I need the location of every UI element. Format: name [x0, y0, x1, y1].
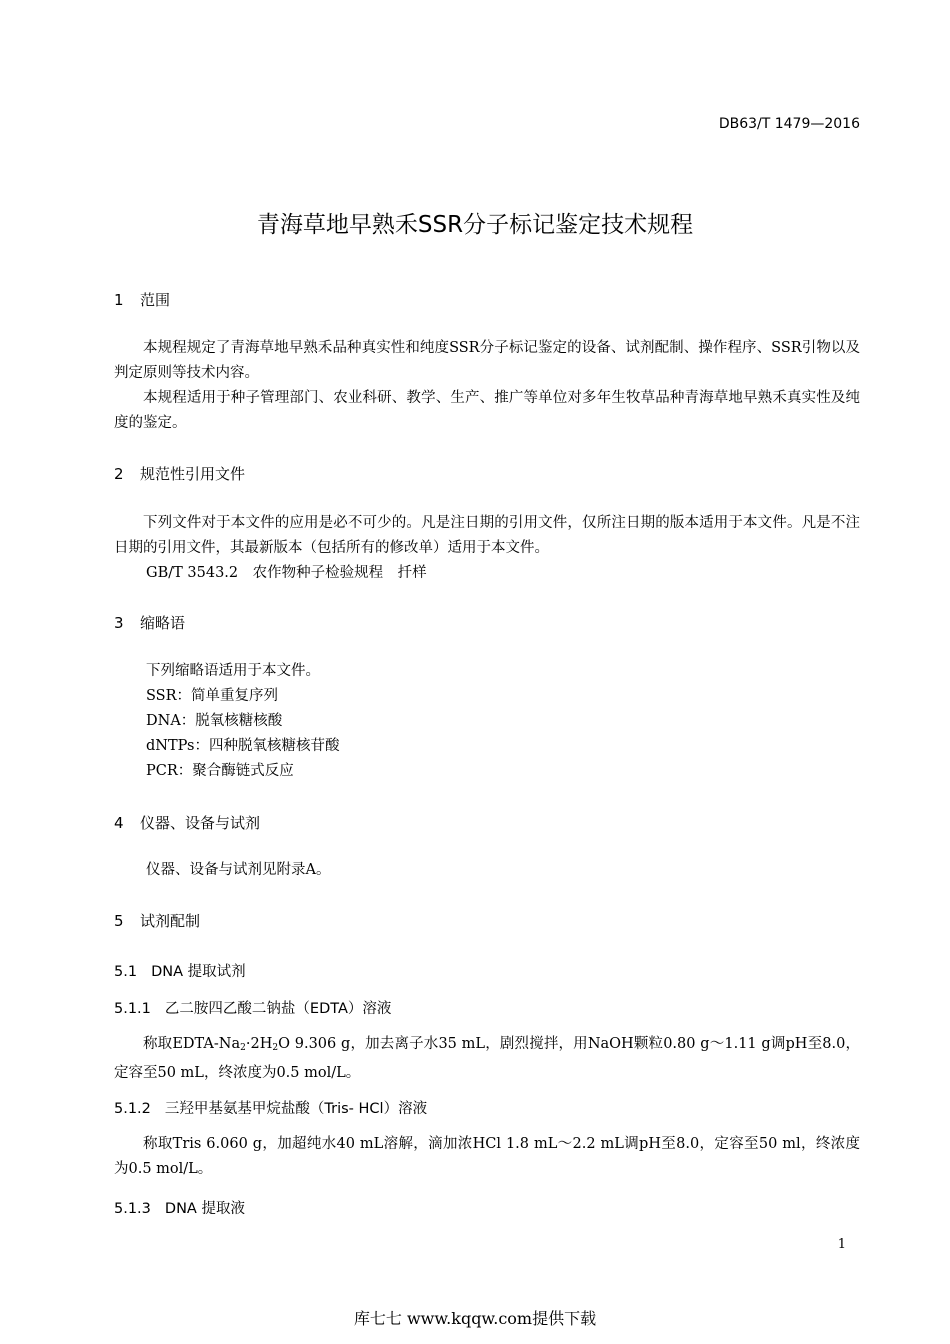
abbreviation-item: dNTPs：四种脱氧核糖核苷酸 [146, 738, 340, 754]
abbreviation-item: PCR：聚合酶链式反应 [146, 763, 294, 779]
section-title: DNA 提取液 [164, 1201, 245, 1217]
text-run: O 9.306 g，加去离子水35 mL，剧烈搅拌，用NaOH颗粒0.80 g～1.11 g调pH至8.0，定容至50 mL，终浓度为0.5 mol/L。 [114, 1036, 860, 1081]
section-number: 4 [114, 814, 124, 832]
section-number: 5.1.1 [114, 1001, 151, 1017]
text-run: 称取EDTA-Na [143, 1036, 241, 1052]
subscript: 2 [272, 1043, 279, 1053]
normative-reference: GB/T 3543.2 农作物种子检验规程 扦样 [146, 565, 427, 581]
download-footer: 库七七 www.kqqw.com提供下载 [353, 1309, 597, 1328]
section-number: 3 [114, 614, 124, 632]
section-4-paragraph: 仪器、设备与试剂见附录A。 [146, 862, 331, 878]
section-5-1-1-paragraph [114, 1032, 860, 1086]
section-title: 三羟甲基氨基甲烷盐酸（Tris- HCl）溶液 [164, 1101, 428, 1117]
abbreviation-item: DNA：脱氧核糖核酸 [146, 713, 283, 729]
section-5-heading [114, 910, 200, 931]
subscript: 2 [240, 1043, 246, 1053]
section-number: 5.1.3 [114, 1201, 151, 1217]
standard-code: DB63/T 1479—2016 [718, 116, 860, 132]
section-title: 试剂配制 [140, 912, 201, 930]
section-number: 5.1 [114, 964, 138, 980]
section-title: 规范性引用文件 [140, 465, 246, 483]
section-5-1-1-heading [114, 997, 391, 1018]
section-2-paragraph-1: 下列文件对于本文件的应用是必不可少的。凡是注日期的引用文件，仅所注日期的版本适用于本文件。凡是不注日期的引用文件，其最新版本（包括所有的修改单）适用于本文件。 [114, 515, 860, 556]
section-5-1-2-heading [114, 1097, 427, 1118]
section-3-heading [114, 612, 185, 633]
section-2-heading [114, 463, 245, 484]
section-number: 2 [114, 465, 124, 483]
text-run: ·2H [245, 1036, 273, 1052]
section-1-heading [114, 289, 170, 310]
section-5-1-2-paragraph: 称取Tris 6.060 g，加超纯水40 mL溶解，滴加浓HCl 1.8 mL～2.2 mL调pH至8.0，定容至50 ml，终浓度为0.5 mol/L。 [114, 1136, 860, 1177]
section-title: DNA 提取试剂 [151, 964, 246, 980]
abbreviation-item: SSR：简单重复序列 [146, 688, 279, 704]
section-5-1-3-heading [114, 1197, 245, 1218]
section-4-heading [114, 812, 260, 833]
section-title: 仪器、设备与试剂 [140, 814, 261, 832]
document-title: 青海草地早熟禾SSR分子标记鉴定技术规程 [256, 212, 694, 238]
section-number: 1 [114, 291, 124, 309]
page-number: 1 [837, 1237, 846, 1252]
section-title: 范围 [140, 291, 171, 309]
section-title: 缩略语 [140, 614, 186, 632]
section-5-1-heading [114, 960, 246, 981]
section-number: 5.1.2 [114, 1101, 151, 1117]
section-number: 5 [114, 912, 124, 930]
abbreviation-intro: 下列缩略语适用于本文件。 [146, 663, 320, 679]
section-1-paragraph-1: 本规程规定了青海草地早熟禾品种真实性和纯度SSR分子标记鉴定的设备、试剂配制、操作程序、SSR引物以及判定原则等技术内容。 [114, 340, 860, 381]
section-1-paragraph-2: 本规程适用于种子管理部门、农业科研、教学、生产、推广等单位对多年生牧草品种青海草地早熟禾真实性及纯度的鉴定。 [114, 390, 860, 431]
section-title: 乙二胺四乙酸二钠盐（EDTA）溶液 [164, 1001, 392, 1017]
